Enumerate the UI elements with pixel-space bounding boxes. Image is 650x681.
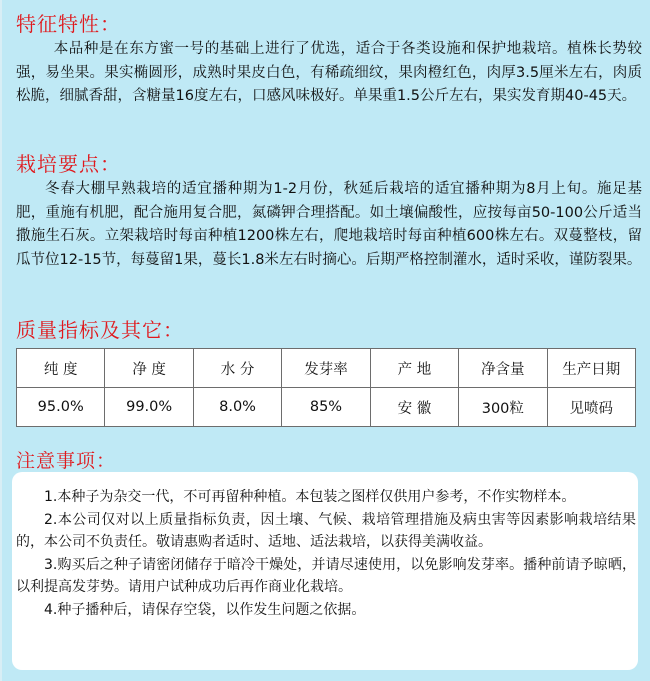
- header-origin: 产 地: [370, 349, 458, 388]
- cultivation-heading: 栽培要点：: [16, 152, 121, 176]
- notice-item-4: 4.种子播种后，请保存空袋，以作发生问题之依据。: [44, 601, 366, 618]
- quality-table: [16, 348, 636, 427]
- notice-list: [16, 486, 636, 621]
- value-net-content: 300粒: [459, 388, 547, 427]
- header-net-content: 净含量: [459, 349, 547, 388]
- notice-item-3: 3.购买后之种子请密闭储存于暗冷干燥处，并请尽速使用，以免影响发芽率。播种前请予晾晒，以利提高发芽势。请用户试种成功后再作商业化栽培。: [16, 556, 636, 595]
- header-germination: 发芽率: [282, 349, 370, 388]
- value-origin: 安 徽: [370, 388, 458, 427]
- cultivation-text: 冬春大棚早熟栽培的适宜播种期为1-2月份，秋延后栽培的适宜播种期为8月上旬。施足基肥，重施有机肥，配合施用复合肥，氮磷钾合理搭配。如土壤偏酸性，应按每亩50-100公斤适当撒施生石灰。立架栽培时每亩种植1200株左右，爬地栽培时每亩种植600株左右。双蔓整枝，留瓜节位12-15节，每蔓留1果，蔓长1.8米左右时摘心。后期严格控制灌水，适时采收，谨防裂果。: [16, 181, 642, 268]
- features-text: 本品种是在东方蜜一号的基础上进行了优选，适合于各类设施和保护地栽培。植株长势较强，易坐果。果实椭圆形，成熟时果皮白色，有稀疏细纹，果肉橙红色，肉厚3.5厘米左右，肉质松脆，细腻香甜，含糖量16度左右，口感风味极好。单果重1.5公斤左右，果实发育期40-45天。: [16, 41, 642, 104]
- value-purity: 95.0%: [17, 388, 105, 427]
- value-cleanliness: 99.0%: [105, 388, 193, 427]
- notice-item-2: 2.本公司仅对以上质量指标负责，因土壤、气候、栽培管理措施及病虫害等因素影响栽培结果的，本公司不负责任。敬请惠购者适时、适地、适法栽培，以获得美满收益。: [16, 511, 636, 550]
- value-moisture: 8.0%: [193, 388, 281, 427]
- notice-heading: 注意事项：: [16, 450, 117, 472]
- table-value-row: [17, 388, 636, 427]
- features-heading: 特征特性：: [16, 12, 121, 36]
- header-cleanliness: 净 度: [105, 349, 193, 388]
- quality-heading: 质量指标及其它：: [16, 318, 184, 342]
- header-production-date: 生产日期: [547, 349, 635, 388]
- header-moisture: 水 分: [193, 349, 281, 388]
- notice-item-1: 1.本种子为杂交一代，不可再留种种植。本包装之图样仅供用户参考，不作实物样本。: [44, 489, 576, 505]
- value-production-date: 见喷码: [547, 388, 635, 427]
- table-header-row: [17, 349, 636, 388]
- value-germination: 85%: [282, 388, 370, 427]
- header-purity: 纯 度: [17, 349, 105, 388]
